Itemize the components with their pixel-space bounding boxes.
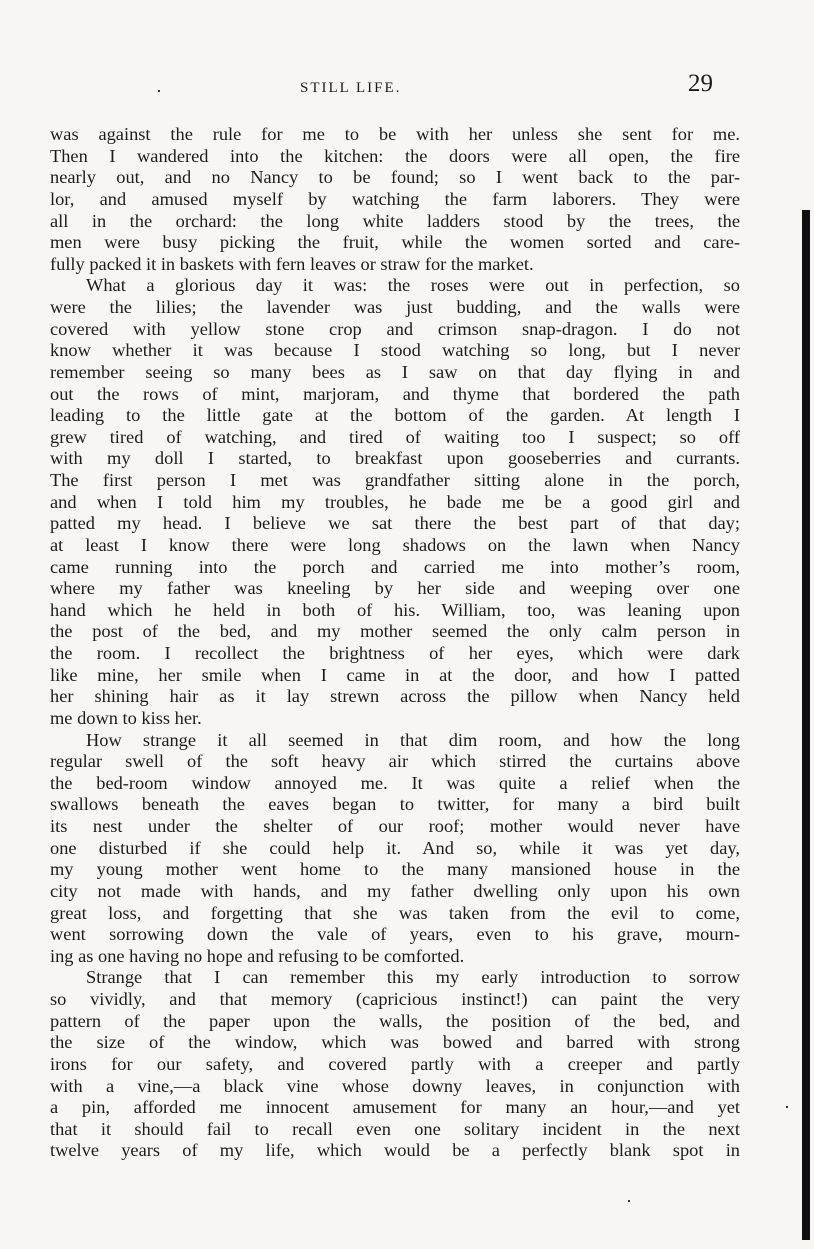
body-text bbox=[50, 124, 740, 1162]
text-line: twelve years of my life, which would be a perfectly blank spot in bbox=[50, 1140, 740, 1161]
text-line: regular swell of the soft heavy air which stirred the curtains above bbox=[50, 751, 740, 772]
text-line: covered with yellow stone crop and crimson snap-dragon. I do not bbox=[50, 318, 740, 339]
text-line: the post of the bed, and my mother seemed the only calm person in bbox=[50, 621, 740, 642]
paragraph-start-line: How strange it all seemed in that dim room, and how the long bbox=[86, 729, 740, 750]
text-line: went sorrowing down the vale of years, even to his grave, mourn- bbox=[50, 924, 740, 945]
text-line: The first person I met was grandfather sitting alone in the porch, bbox=[50, 470, 740, 490]
text-line: me down to kiss her. bbox=[50, 707, 202, 728]
scan-edge-shadow bbox=[802, 210, 810, 1240]
text-line: ing as one having no hope and refusing to be comforted. bbox=[50, 945, 465, 966]
text-line: lor, and amused myself by watching the farm laborers. They were bbox=[50, 188, 740, 209]
text-line: hand which he held in both of his. William, too, was leaning upon bbox=[50, 599, 740, 620]
text-line: remember seeing so many bees as I saw on that day flying in and bbox=[50, 361, 740, 382]
text-line: my young mother went home to the many mansioned house in the bbox=[50, 859, 740, 880]
text-line: nearly out, and no Nancy to be found; so I went back to the par- bbox=[50, 167, 740, 188]
paragraph-start-line: What a glorious day it was: the roses were out in perfection, so bbox=[86, 275, 740, 296]
text-line: out the rows of mint, marjoram, and thyme that bordered the path bbox=[50, 383, 740, 404]
text-line: were the lilies; the lavender was just budding, and the walls were bbox=[50, 297, 740, 317]
text-line: fully packed it in baskets with fern leaves or straw for the market. bbox=[50, 253, 534, 274]
running-head-title: STILL LIFE. bbox=[300, 80, 402, 96]
text-line: so vividly, and that memory (capricious instinct!) can paint the very bbox=[50, 989, 740, 1009]
text-line: and when I told him my troubles, he bade me be a good girl and bbox=[50, 491, 740, 512]
text-line: leading to the little gate at the bottom of the garden. At length I bbox=[50, 405, 740, 426]
text-line: one disturbed if she could help it. And so, while it was yet day, bbox=[50, 837, 740, 858]
print-speck bbox=[786, 1106, 788, 1108]
text-line: great loss, and forgetting that she was taken from the evil to come, bbox=[50, 902, 740, 923]
text-line: that it should fail to recall even one solitary incident in the next bbox=[50, 1118, 740, 1139]
text-line: like mine, her smile when I came in at the door, and how I patted bbox=[50, 664, 740, 685]
text-line: pattern of the paper upon the walls, the position of the bed, and bbox=[50, 1010, 740, 1031]
text-line: a pin, afforded me innocent amusement for many an hour,—and yet bbox=[50, 1097, 740, 1118]
text-line: the room. I recollect the brightness of her eyes, which were dark bbox=[50, 643, 740, 663]
text-line: at least I know there were long shadows on the lawn when Nancy bbox=[50, 534, 740, 555]
text-line: her shining hair as it lay strewn across the pillow when Nancy held bbox=[50, 686, 740, 707]
text-line: where my father was kneeling by her side and weeping over one bbox=[50, 578, 740, 599]
text-line: Then I wandered into the kitchen: the doors were all open, the fire bbox=[50, 145, 740, 166]
paragraph-start-line: Strange that I can remember this my early introduction to sorrow bbox=[86, 967, 740, 988]
text-line: came running into the porch and carried me into mother’s room, bbox=[50, 556, 740, 577]
text-line: the bed-room window annoyed me. It was quite a relief when the bbox=[50, 772, 740, 793]
page-number: 29 bbox=[688, 70, 713, 97]
text-line: men were busy picking the fruit, while the women sorted and care- bbox=[50, 232, 740, 253]
text-line: with my doll I started, to breakfast upon gooseberries and currants. bbox=[50, 448, 740, 469]
text-line: city not made with hands, and my father dwelling only upon his own bbox=[50, 880, 740, 901]
text-line: grew tired of watching, and tired of waiting too I suspect; so off bbox=[50, 426, 740, 447]
print-speck bbox=[628, 1200, 630, 1202]
print-speck bbox=[158, 90, 160, 92]
text-line: the size of the window, which was bowed and barred with strong bbox=[50, 1032, 740, 1053]
text-line: patted my head. I believe we sat there the best part of that day; bbox=[50, 513, 740, 534]
text-line: swallows beneath the eaves began to twitter, for many a bird built bbox=[50, 794, 740, 815]
text-line: was against the rule for me to be with her unless she sent for me. bbox=[50, 124, 740, 144]
text-line: know whether it was because I stood watching so long, but I never bbox=[50, 340, 740, 361]
text-line: irons for our safety, and covered partly with a creeper and partly bbox=[50, 1053, 740, 1074]
text-line: all in the orchard: the long white ladders stood by the trees, the bbox=[50, 210, 740, 231]
text-line: its nest under the shelter of our roof; mother would never have bbox=[50, 816, 740, 836]
text-line: with a vine,—a black vine whose downy leaves, in conjunction with bbox=[50, 1075, 740, 1096]
